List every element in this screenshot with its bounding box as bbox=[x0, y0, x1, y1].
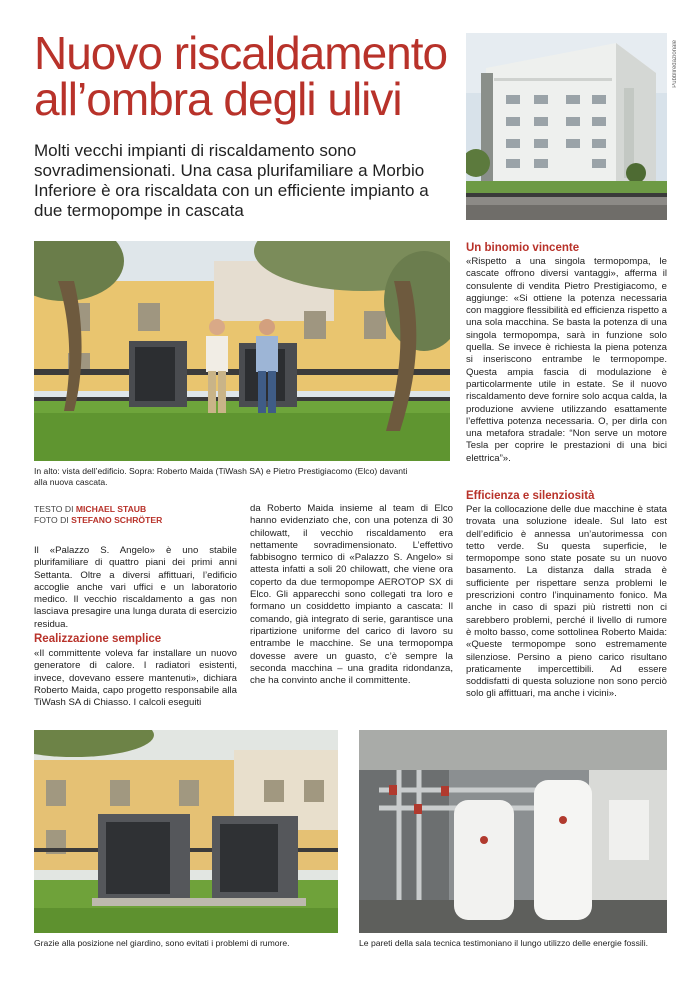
article-title bbox=[34, 27, 454, 125]
column-3-top bbox=[466, 256, 667, 465]
article-subtitle: Molti vecchi impianti di riscaldamento sono sovradimensionati. Una casa plurifamiliare a Morbio Inferiore è ora riscaldata con un efficiente impianto a due termopompe in cascata bbox=[34, 141, 429, 220]
building-photo bbox=[466, 33, 667, 220]
garden-heatpumps-photo bbox=[34, 730, 338, 933]
realizzazione-paragraph: «Il committente voleva far installare un nuovo generatore di calore. I radiatori esistenti, invece, dovevano essere mantenuti», dichiara Roberto Maida, capo progetto responsabile alla TiWash SA di Chiasso. I calcoli eseguiti bbox=[34, 648, 237, 709]
column-2-paragraph: da Roberto Maida insieme al team di Elco hanno evidenziato che, con una potenza di 30 chilowatt, il vecchio riscaldamento era nettamente sovradimensionato. L’effettivo fabbisogno termico di «Palazzo S. Angelo» si attesta infatti a soli 20 chilowatt, che viene ora coperto da due termopompe AEROTOP SX di Elco. Gli apparecchi sono collegati tra loro e formano un cosiddetto impianto a cascata: Il comando, già integrato di serie, garantisce una ripartizione uniforme del carico di lavoro su entrambe le macchine. Se una termopompa dovesse avere un guasto, c’è sempre la seconda macchina – una gradita ridondanza, che ha convinto anche il committente. bbox=[250, 503, 453, 687]
heading-realizzazione: Realizzazione semplice bbox=[34, 633, 162, 645]
caption-top-photos: In alto: vista dell’edificio. Sopra: Roberto Maida (TiWash SA) e Pietro Prestigiacomo (Elco) davanti alla nuova cascata. bbox=[34, 466, 408, 487]
efficienza-paragraph: Per la collocazione delle due macchine è stata trovata una soluzione ideale. Sul lato est dell’edificio è annessa un’autorimessa con tetto verde. Su questa superficie, le termopompe sono state posate su un nuovo basamento. La distanza dalla strada è sufficiente per rispettare senza problemi le prescrizioni contro l’inquinamento fonico. Ma anche in caso di spazi più ristretti non ci sarebbero problemi, perché il livello di rumore è molto basso, come sottolinea Roberto Maida: «Queste termopompe sono estremamente silenziose. Persino a pieno carico risultano praticamente impercettibili. Ad essere soddisfatti di questa soluzione non sono perciò solo gli affittuari, ma anche i vicini». bbox=[466, 504, 667, 700]
binomio-paragraph: «Rispetto a una singola termopompa, le cascate offrono diversi vantaggi», afferma il consulente di vendita Pietro Prestigiacomo, e aggiunge: «Si ottiene la potenza necessaria con maggiore flessibilità ed efficienza rispetto a una sola macchina. Se basta la potenza di una singola termopompa, sarà in funzione solo quella. Se invece è richiesta la piena potenza si inseriscono entrambe le termopompe. Questa ampia fascia di modulazione è particolarmente utile in estate. Se il nuovo riscaldamento deve fornire solo acqua calda, la produzione avviene utilizzando esattamente l’effettiva potenza necessaria. O, per dirla con una metafora stradale: “Non serve un motore Tesla per coprire le prestazioni di una bici elettrica”». bbox=[466, 256, 667, 464]
photo-author: STEFANO SCHRÖTER bbox=[71, 515, 163, 525]
column-1-body bbox=[34, 648, 237, 709]
intro-paragraph: Il «Palazzo S. Angelo» è uno stabile plurifamiliare di quattro piani dei primi anni Settanta. Oltre a diversi affittuari, l’edificio accoglie anche vari uffici e un laboratorio medico. Il vecchio riscaldamento a gas non lasciava presagire una lunga durata di esercizio residua. bbox=[34, 545, 237, 630]
heading-binomio: Un binomio vincente bbox=[466, 242, 580, 254]
technical-room-photo bbox=[359, 730, 667, 933]
men-heatpumps-photo bbox=[34, 241, 450, 461]
column-2-body bbox=[250, 503, 453, 687]
text-author: MICHAEL STAUB bbox=[75, 504, 147, 514]
photo-credit: FOTO DI STEFANO SCHRÖTER bbox=[34, 515, 163, 525]
advertorial-label: Pubbliredazionale bbox=[672, 40, 678, 88]
title-line-1: Nuovo riscaldamento bbox=[34, 27, 448, 79]
text-credit: TESTO DI MICHAEL STAUB bbox=[34, 504, 147, 514]
column-3-bottom bbox=[466, 504, 667, 701]
article-credits bbox=[34, 504, 162, 526]
caption-bottom-right: Le pareti della sala tecnica testimoniano il lungo utilizzo delle energie fossili. bbox=[359, 938, 649, 948]
caption-bottom-left: Grazie alla posizione nel giardino, sono evitati i problemi di rumore. bbox=[34, 938, 290, 948]
heading-efficienza: Efficienza e silenziosità bbox=[466, 490, 595, 502]
column-1-intro bbox=[34, 545, 237, 631]
title-line-2: all’ombra degli ulivi bbox=[34, 73, 402, 125]
